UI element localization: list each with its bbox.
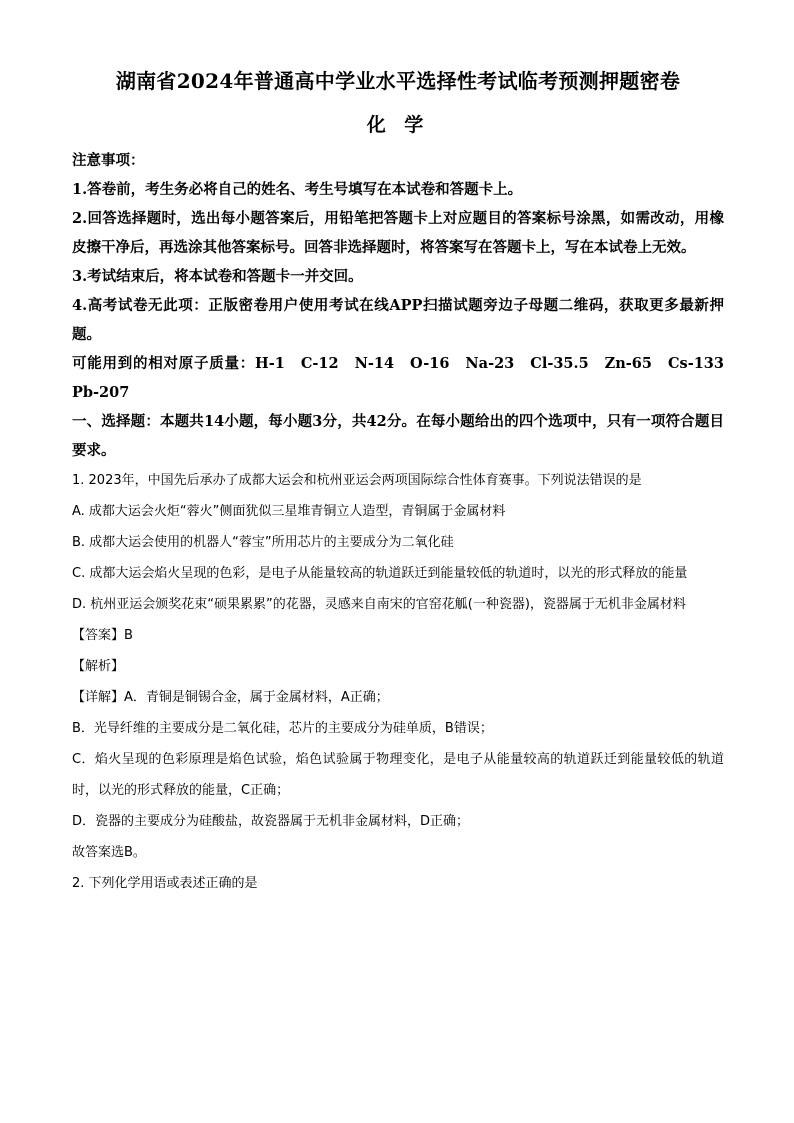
note-item-2: 2.回答选择题时，选出每小题答案后，用铅笔把答题卡上对应题目的答案标号涂黑，如需改动，用橡皮擦干净后，再选涂其他答案标号。回答非选择题时，将答案写在答题卡上，写在本试卷上无效。 — [72, 210, 724, 256]
subject-title: 化 学 — [366, 114, 430, 136]
note-item-1: 1.答卷前，考生务必将自己的姓名、考生号填写在本试卷和答题卡上。 — [72, 181, 523, 198]
answer-label: 【答案】B — [72, 628, 133, 643]
notes-heading: 注意事项： — [72, 152, 145, 169]
section-heading: 一、选择题：本题共14小题，每小题3分，共42分。在每小题给出的四个选项中，只有一项符合题目要求。 — [72, 413, 724, 459]
note-item-3: 3.考试结束后，将本试卷和答题卡一并交回。 — [72, 268, 363, 285]
note-item-4: 4.高考试卷无此项：正版密卷用户使用考试在线APP扫描试题旁边子母题二维码，获取更多最新押题。 — [72, 297, 724, 343]
question-2-stem: 2. 下列化学用语或表述正确的是 — [72, 876, 258, 891]
detail-d: D．瓷器的主要成分为硅酸盐，故瓷器属于无机非金属材料，D正确； — [72, 814, 470, 829]
detail-b: B．光导纤维的主要成分是二氧化硅，芯片的主要成分为硅单质，B错误； — [72, 721, 493, 736]
question-1-option-b: B. 成都大运会使用的机器人“蓉宝”所用芯片的主要成分为二氧化硅 — [72, 535, 454, 550]
question-1-stem: 1. 2023年，中国先后承办了成都大运会和杭州亚运会两项国际综合性体育赛事。下列说法错误的是 — [72, 473, 642, 488]
detail-c: C．焰火呈现的色彩原理是焰色试验，焰色试验属于物理变化，是电子从能量较高的轨道跃迁到能量较低的轨道时，以光的形式释放的能量，C正确； — [72, 752, 724, 798]
analysis-label: 【解析】 — [72, 659, 125, 674]
detail-a: 【详解】A．青铜是铜锡合金，属于金属材料，A正确； — [72, 690, 389, 705]
question-1-option-a: A. 成都大运会火炬“蓉火”侧面犹似三星堆青铜立人造型，青铜属于金属材料 — [72, 504, 506, 519]
page-title: 湖南省2024年普通高中学业水平选择性考试临考预测押题密卷 — [115, 69, 681, 93]
detail-conclusion: 故答案选B。 — [72, 845, 146, 860]
document-body — [72, 66, 739, 899]
question-1-option-d: D. 杭州亚运会颁奖花束“硕果累累”的花器，灵感来自南宋的官窑花觚(一种瓷器)，瓷器属于无机非金属材料 — [72, 597, 686, 612]
question-1-option-c: C. 成都大运会焰火呈现的色彩，是电子从能量较高的轨道跃迁到能量较低的轨道时，以光的形式释放的能量 — [72, 566, 688, 581]
atomic-masses: 可能用到的相对原子质量：H-1 C-12 N-14 O-16 Na-23 Cl-35.5 Zn-65 Cs-133 Pb-207 — [72, 355, 739, 401]
